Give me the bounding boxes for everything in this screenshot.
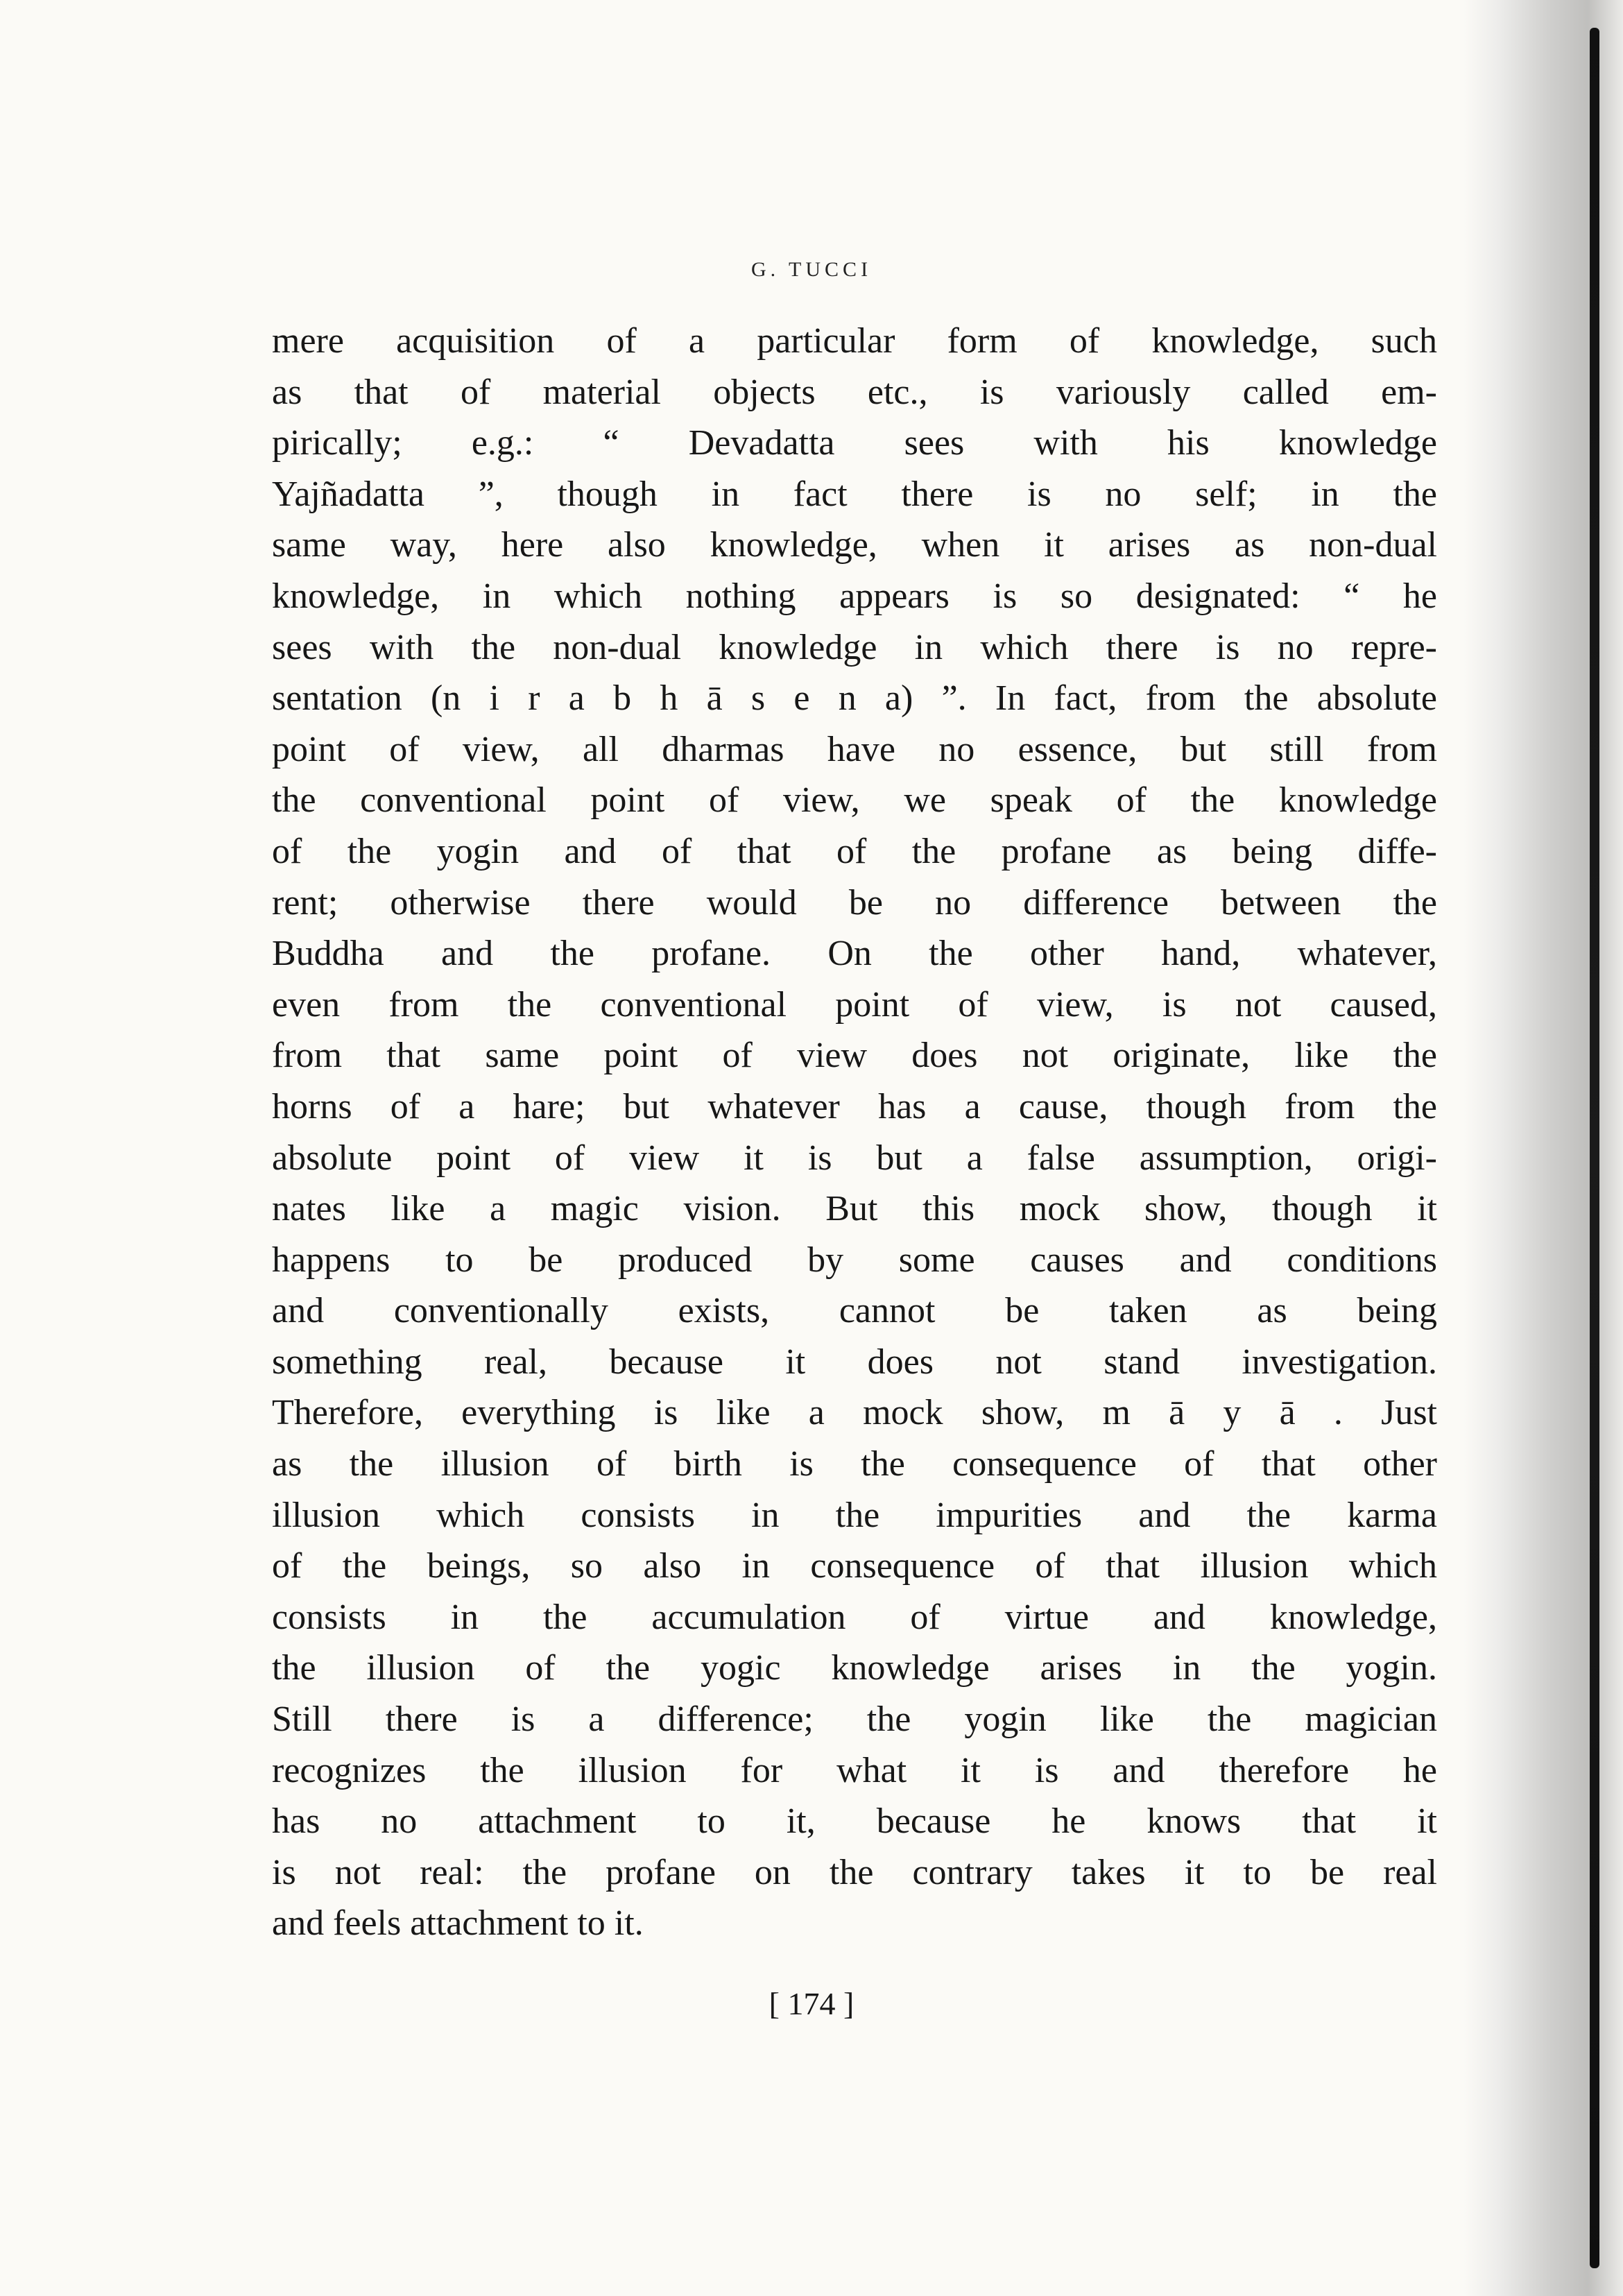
text-line: Therefore, everything is like a mock show, m ā y ā . Just	[272, 1393, 1437, 1433]
text-line: the illusion of the yogic knowledge arises in the yogin.	[272, 1648, 1437, 1688]
text-line: nates like a magic vision. But this mock show, though it	[272, 1189, 1437, 1229]
text-line: the conventional point of view, we speak of the knowledge	[272, 780, 1437, 821]
running-head: G. TUCCI	[750, 258, 873, 281]
text-line: pirically; e.g.: “ Devadatta sees with his knowledge	[272, 423, 1437, 463]
body-text	[272, 316, 1437, 1949]
text-line: sees with the non-dual knowledge in which there is no repre-	[272, 627, 1437, 667]
spine-edge	[1590, 28, 1599, 2268]
text-line: knowledge, in which nothing appears is so designated: “ he	[272, 576, 1437, 616]
text-line: rent; otherwise there would be no difference between the	[272, 882, 1437, 923]
text-line: consists in the accumulation of virtue and knowledge,	[272, 1597, 1437, 1637]
text-line: even from the conventional point of view, is not caused,	[272, 984, 1437, 1025]
text-line: point of view, all dharmas have no essence, but still from	[272, 729, 1437, 769]
text-line: Yajñadatta ”, though in fact there is no self; in the	[272, 474, 1437, 514]
text-line: as that of material objects etc., is variously called em-	[272, 372, 1437, 412]
text-line: same way, here also knowledge, when it arises as non-dual	[272, 525, 1437, 565]
text-line: illusion which consists in the impurities and the karma	[272, 1495, 1437, 1535]
text-line-last: and feels attachment to it.	[272, 1903, 644, 1944]
page-number: [ 174 ]	[768, 1986, 855, 2021]
text-line: is not real: the profane on the contrary takes it to be real	[272, 1852, 1437, 1892]
text-line: of the beings, so also in consequence of that illusion which	[272, 1546, 1437, 1586]
text-line: absolute point of view it is but a false assumption, origi-	[272, 1138, 1437, 1178]
text-line: as the illusion of birth is the consequence of that other	[272, 1444, 1437, 1484]
text-line: recognizes the illusion for what it is and therefore he	[272, 1750, 1437, 1790]
text-line: sentation (n i r a b h ā s e n a) ”. In fact, from the absolute	[272, 678, 1437, 719]
text-line: and conventionally exists, cannot be taken as being	[272, 1291, 1437, 1331]
text-line: mere acquisition of a particular form of knowledge, such	[272, 321, 1437, 361]
text-line: has no attachment to it, because he knows that it	[272, 1801, 1437, 1842]
text-line: happens to be produced by some causes and conditions	[272, 1240, 1437, 1280]
text-line: Buddha and the profane. On the other hand, whatever,	[272, 934, 1437, 974]
text-line: something real, because it does not stand investigation.	[272, 1342, 1437, 1382]
text-line: from that same point of view does not originate, like the	[272, 1036, 1437, 1076]
text-line: horns of a hare; but whatever has a cause, though from the	[272, 1086, 1437, 1126]
text-line: of the yogin and of that of the profane as being diffe-	[272, 831, 1437, 871]
text-line: Still there is a difference; the yogin like the magician	[272, 1699, 1437, 1740]
